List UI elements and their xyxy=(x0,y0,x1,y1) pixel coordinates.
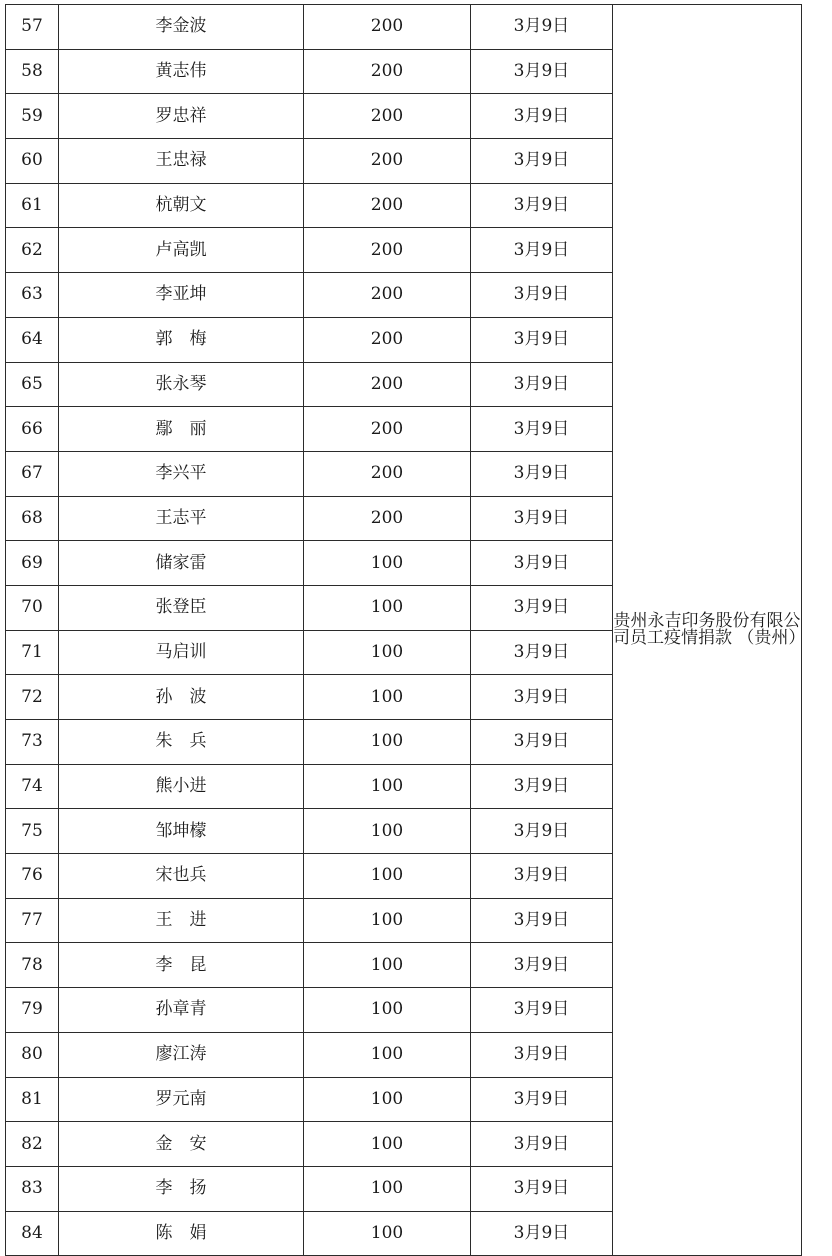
row-number-cell: 79 xyxy=(6,988,59,1033)
donor-name-cell: 金 安 xyxy=(59,1122,304,1167)
date-cell: 3月9日 xyxy=(471,1077,613,1122)
row-number-cell: 84 xyxy=(6,1211,59,1256)
donor-name-cell: 王 进 xyxy=(59,898,304,943)
amount-cell: 200 xyxy=(304,94,471,139)
date-cell: 3月9日 xyxy=(471,854,613,899)
donation-table xyxy=(5,4,806,1256)
donor-name-cell: 储家雷 xyxy=(59,541,304,586)
amount-cell: 100 xyxy=(304,854,471,899)
amount-cell: 100 xyxy=(304,1211,471,1256)
row-number-cell: 59 xyxy=(6,94,59,139)
date-cell: 3月9日 xyxy=(471,720,613,765)
date-cell: 3月9日 xyxy=(471,273,613,318)
amount-cell: 100 xyxy=(304,1077,471,1122)
donor-name-cell: 熊小进 xyxy=(59,764,304,809)
table-body xyxy=(6,5,806,1256)
remark-cell: 贵州永吉印务股份有限公司员工疫情捐款 （贵州） xyxy=(613,5,802,1256)
row-number-cell: 67 xyxy=(6,451,59,496)
donor-name-cell: 马启训 xyxy=(59,630,304,675)
row-number-cell: 63 xyxy=(6,273,59,318)
date-cell: 3月9日 xyxy=(471,1211,613,1256)
row-number-cell: 64 xyxy=(6,317,59,362)
donor-name-cell: 孙章青 xyxy=(59,988,304,1033)
date-cell: 3月9日 xyxy=(471,5,613,50)
donor-name-cell: 宋也兵 xyxy=(59,854,304,899)
donor-name-cell: 李兴平 xyxy=(59,451,304,496)
donor-name-cell: 张永琴 xyxy=(59,362,304,407)
date-cell: 3月9日 xyxy=(471,228,613,273)
donor-name-cell: 李 昆 xyxy=(59,943,304,988)
row-number-cell: 78 xyxy=(6,943,59,988)
row-number-cell: 73 xyxy=(6,720,59,765)
row-number-cell: 81 xyxy=(6,1077,59,1122)
donor-name-cell: 陈 娟 xyxy=(59,1211,304,1256)
amount-cell: 100 xyxy=(304,585,471,630)
row-number-cell: 58 xyxy=(6,49,59,94)
amount-cell: 100 xyxy=(304,898,471,943)
date-cell: 3月9日 xyxy=(471,1122,613,1167)
amount-cell: 200 xyxy=(304,228,471,273)
date-cell: 3月9日 xyxy=(471,809,613,854)
amount-cell: 200 xyxy=(304,139,471,184)
row-number-cell: 75 xyxy=(6,809,59,854)
row-number-cell: 69 xyxy=(6,541,59,586)
row-number-cell: 60 xyxy=(6,139,59,184)
date-cell: 3月9日 xyxy=(471,49,613,94)
amount-cell: 100 xyxy=(304,988,471,1033)
row-number-cell: 83 xyxy=(6,1166,59,1211)
table-row xyxy=(6,5,802,50)
amount-cell: 100 xyxy=(304,809,471,854)
date-cell: 3月9日 xyxy=(471,585,613,630)
date-cell: 3月9日 xyxy=(471,1166,613,1211)
row-number-cell: 62 xyxy=(6,228,59,273)
row-number-cell: 72 xyxy=(6,675,59,720)
donor-name-cell: 王志平 xyxy=(59,496,304,541)
amount-cell: 100 xyxy=(304,943,471,988)
row-number-cell: 61 xyxy=(6,183,59,228)
date-cell: 3月9日 xyxy=(471,496,613,541)
row-number-cell: 66 xyxy=(6,407,59,452)
amount-cell: 200 xyxy=(304,496,471,541)
donor-name-cell: 杭朝文 xyxy=(59,183,304,228)
donor-name-cell: 罗元南 xyxy=(59,1077,304,1122)
amount-cell: 100 xyxy=(304,1032,471,1077)
donor-name-cell: 郭 梅 xyxy=(59,317,304,362)
date-cell: 3月9日 xyxy=(471,675,613,720)
date-cell: 3月9日 xyxy=(471,139,613,184)
row-number-cell: 70 xyxy=(6,585,59,630)
donor-name-cell: 朱 兵 xyxy=(59,720,304,765)
date-cell: 3月9日 xyxy=(471,764,613,809)
donor-name-cell: 邹坤檬 xyxy=(59,809,304,854)
row-number-cell: 74 xyxy=(6,764,59,809)
amount-cell: 200 xyxy=(304,49,471,94)
date-cell: 3月9日 xyxy=(471,1032,613,1077)
amount-cell: 100 xyxy=(304,675,471,720)
date-cell: 3月9日 xyxy=(471,988,613,1033)
date-cell: 3月9日 xyxy=(471,362,613,407)
row-number-cell: 71 xyxy=(6,630,59,675)
donor-name-cell: 李亚坤 xyxy=(59,273,304,318)
amount-cell: 200 xyxy=(304,273,471,318)
date-cell: 3月9日 xyxy=(471,630,613,675)
row-number-cell: 65 xyxy=(6,362,59,407)
amount-cell: 200 xyxy=(304,317,471,362)
donor-name-cell: 张登臣 xyxy=(59,585,304,630)
donor-name-cell: 鄢 丽 xyxy=(59,407,304,452)
date-cell: 3月9日 xyxy=(471,317,613,362)
row-number-cell: 68 xyxy=(6,496,59,541)
row-number-cell: 57 xyxy=(6,5,59,50)
date-cell: 3月9日 xyxy=(471,451,613,496)
amount-cell: 100 xyxy=(304,1166,471,1211)
amount-cell: 200 xyxy=(304,5,471,50)
row-number-cell: 82 xyxy=(6,1122,59,1167)
date-cell: 3月9日 xyxy=(471,943,613,988)
row-number-cell: 80 xyxy=(6,1032,59,1077)
date-cell: 3月9日 xyxy=(471,407,613,452)
amount-cell: 100 xyxy=(304,720,471,765)
donor-name-cell: 李 扬 xyxy=(59,1166,304,1211)
donor-name-cell: 廖江涛 xyxy=(59,1032,304,1077)
amount-cell: 200 xyxy=(304,183,471,228)
donor-name-cell: 孙 波 xyxy=(59,675,304,720)
amount-cell: 200 xyxy=(304,362,471,407)
donor-name-cell: 李金波 xyxy=(59,5,304,50)
amount-cell: 100 xyxy=(304,764,471,809)
date-cell: 3月9日 xyxy=(471,898,613,943)
amount-cell: 100 xyxy=(304,1122,471,1167)
date-cell: 3月9日 xyxy=(471,183,613,228)
donor-name-cell: 黄志伟 xyxy=(59,49,304,94)
date-cell: 3月9日 xyxy=(471,94,613,139)
amount-cell: 200 xyxy=(304,451,471,496)
amount-cell: 100 xyxy=(304,630,471,675)
donor-name-cell: 卢高凯 xyxy=(59,228,304,273)
row-number-cell: 77 xyxy=(6,898,59,943)
donor-name-cell: 王忠禄 xyxy=(59,139,304,184)
amount-cell: 200 xyxy=(304,407,471,452)
donor-name-cell: 罗忠祥 xyxy=(59,94,304,139)
amount-cell: 100 xyxy=(304,541,471,586)
date-cell: 3月9日 xyxy=(471,541,613,586)
row-number-cell: 76 xyxy=(6,854,59,899)
